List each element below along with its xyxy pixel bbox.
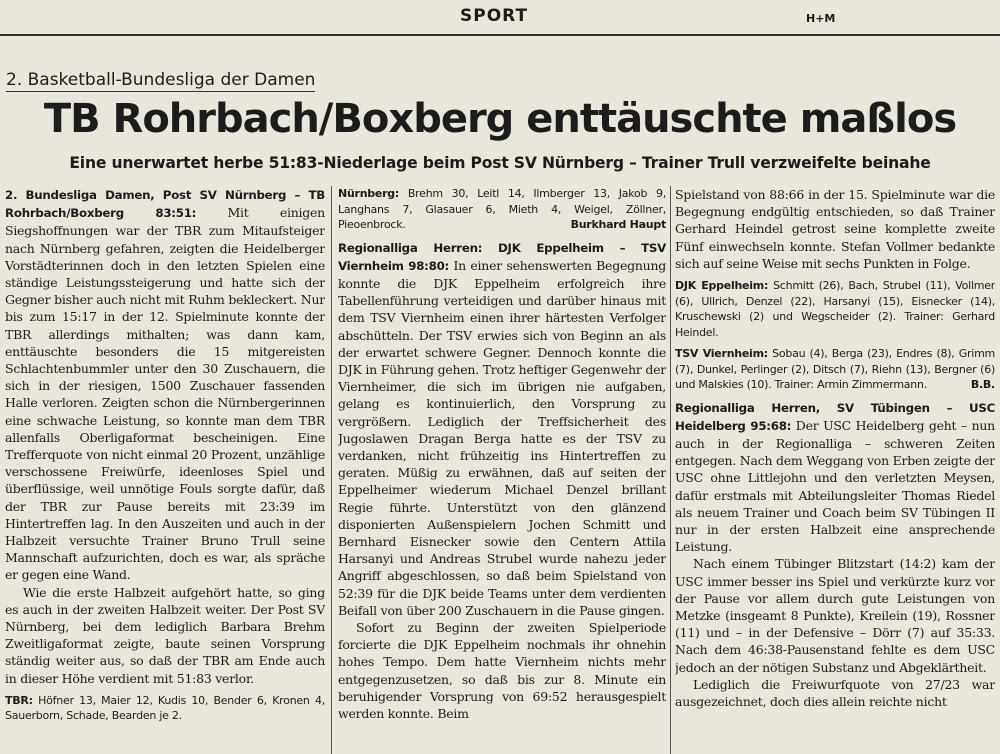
edition-mark: H+M <box>806 12 836 25</box>
lineup-players: Höfner 13, Maier 12, Kudis 10, Bender 6, Kronen 4, Sauerborn, Schade, Bearden je 2. <box>5 693 325 723</box>
page-header <box>0 0 1000 36</box>
column-rule-1 <box>331 186 332 754</box>
paragraph <box>338 239 666 619</box>
lineup <box>675 278 995 340</box>
lineup <box>5 693 325 724</box>
lineup <box>338 186 666 233</box>
author-signature: B.B. <box>970 378 995 392</box>
article-kicker: 2. Basketball-Bundesliga der Damen <box>6 70 316 90</box>
header-rule <box>0 34 1000 36</box>
paragraph-text: Der USC Heidelberg geht – nun auch in der Regionalliga – schweren Zeiten entgegen. Nach dem Weggang von Erben zeigte der USC ohne Littlejohn und den verletzten Meysen, dafür erstmals mit Abteilungsleiter Thomas Riedel als neuem Trainer und Coach beim SV Tübingen II nur in der ersten Halbzeit eine ansprechende Leistung. <box>675 417 995 555</box>
column-rule-2 <box>670 186 671 754</box>
article-column-3 <box>675 186 995 754</box>
paragraph-text: Spielstand von 88:66 in der 15. Spielminute war die Begegnung endgültig entschieden, so daß Trainer Gerhard Heindel getrost seine komplette zweite Fünf einwechseln konnte. Stefan Vollmer bedankte sich auf seine Weise mit sechs Punkten in Folge. <box>675 187 995 271</box>
section-title: SPORT <box>460 6 529 26</box>
lineup-players: Sobau (4), Berga (23), Endres (8), Grimm (7), Dunkel, Perlinger (2), Ditsch (7), Riehn (13), Bergner (6) und Malskies (10). Trainer: Armin Zimmermann. <box>675 347 995 392</box>
article-column-2 <box>338 186 666 754</box>
match-heading: 2. Bundesliga Damen, Post SV Nürnberg – TB Rohrbach/Boxberg 83:51: <box>5 188 325 221</box>
paragraph-text: Sofort zu Beginn der zweiten Spielperiode forcierte die DJK Eppelheim nochmals ihr ohnehin hohes Tempo. Dem hatte Viernheim nichts mehr entgegenzusetzen, so daß bis zur 8. Minute ein beruhigender Vorsprung von 69:52 herausgespielt werden konnte. Beim <box>338 619 666 721</box>
paragraph <box>675 399 995 556</box>
lineup-label: TSV Viernheim: <box>675 347 768 361</box>
paragraph-text: Lediglich die Freiwurfquote von 27/23 war ausgezeichnet, doch dies allein reichte nicht <box>675 676 995 709</box>
lineup <box>675 346 995 393</box>
lineup-label: DJK Eppelheim: <box>675 279 769 293</box>
lineup-label: Nürnberg: <box>338 187 400 200</box>
article-headline: TB Rohrbach/Boxberg enttäuschte maßlos <box>43 96 957 142</box>
lineup-players: Brehm 30, Leitl 14, Ilmberger 13, Jakob 9, Langhans 7, Glasauer 6, Mieth 4, Weigel, Zöllner, Pieoenbrock. <box>338 187 666 231</box>
paragraph-text: Nach einem Tübinger Blitzstart (14:2) kam der USC immer besser ins Spiel und verkürzte kurz vor der Pause vor allem durch gute Leistungen von Metzke (insgeamt 8 Punkte), Kreilein (19), Rossner (11) und – in der Defensive – Dörr (7) auf 35:33. Nach dem 46:38-Pausenstand fehlte es dem USC jedoch an der nötigen Substanz und Abgeklärtheit. <box>675 556 995 675</box>
article-column-1 <box>5 186 325 754</box>
author-signature: Burkhard Haupt <box>570 218 666 231</box>
paragraph-text: Mit einigen Siegshoffnungen war der TBR zum Mitaufsteiger nach Nürnberg gefahren, zeigten die Heidelberger Vorstädterinnen doch in den letzten Spielen eine ständige Leistungssteigerung und hatte sich der Gegner bisher auch nicht mit Ruhm bekleckert. Nur bis zum 15:17 in der 12. Spielminute konnte der TBR allerdings mithalten; was dann kam, enttäuschte besonders die 15 mitgereisten Schlachtenbummler unter den 30 Zuschauern, die sich in der riesigen, 1500 Zuschauer fassenden Halle verloren. Zeigten schon die Nürnbergerinnen eine schwache Leistung, so konnte man dem TBR allenfalls Oberligaformat bescheinigen. Eine Trefferquote von nicht einmal 20 Prozent, unzählige verschossene Freiwürfe, ideenloses Spiel und überflüssige, weil unnötige Fouls sorgte dafür, daß der TBR zur Pause bereits mit 23:39 im Hintertreffen lag. In den Auszeiten und auch in der Halbzeit versuchte Trainer Bruno Trull seine Mannschaft aufzurichten, doch es war, als spräche er gegen eine Wand. <box>5 205 325 583</box>
paragraph-text: In einer sehenswerten Begegnung konnte die DJK Eppelheim erfolgreich ihre Tabellenführung verteidigen und darüber hinaus mit dem TSV Viernheim einen ihrer härtesten Verfolger abschütteln. Der TSV erwies sich von Beginn an als der erwartet schwere Gegner. Dennoch konnte die DJK in Führung gehen. Trotz heftiger Gegenwehr der Viernheimer, die sich im übrigen nie aufgaben, gelang es kontinuierlich, den Vorsprung zu vergrößern. Lediglich der Treffsicherheit des Jugoslawen Dragan Berga hatte es der TSV zu verdanken, nicht frühzeitig ins Hintertreffen zu geraten. Müßig zu erwähnen, daß auf seiten der Eppelheimer wiederum Michael Denzel brillant Regie führte. Unterstützt von den glänzend disponierten Außenspielern Jochen Schmitt und Bernhard Eisnecker sowie den Centern Attila Harsanyi und Andreas Strubel wurde nahezu jeder Angriff abgeschlossen, so daß beim Spielstand von 52:39 für die DJK beide Teams unter dem verdienten Beifall von über 200 Zuschauern in die Pause gingen. <box>338 257 666 618</box>
match-heading: Regionalliga Herren, SV Tübingen – USC Heidelberg 95:68: <box>675 400 995 433</box>
article-subhead: Eine unerwartet herbe 51:83-Niederlage beim Post SV Nürnberg – Trainer Trull verzweifelte beinahe <box>69 154 931 172</box>
paragraph <box>5 186 325 584</box>
paragraph-text: Wie die erste Halbzeit aufgehört hatte, so ging es auch in der zweiten Halbzeit weiter. Der Post SV Nürnberg, bei dem lediglich Barbara Brehm Zweitligaformat zeigte, baute seinen Vorsprung ständig weiter aus, so daß der TBR am Ende auch in dieser Höhe verdient mit 51:83 verlor. <box>5 584 325 686</box>
lineup-players: Schmitt (26), Bach, Strubel (11), Vollmer (6), Ullrich, Denzel (22), Harsanyi (15), Eisnecker (14), Kruschewski (2) und Wegscheider (2). Trainer: Gerhard Heindel. <box>675 279 995 339</box>
match-heading: Regionalliga Herren: DJK Eppelheim – TSV Viernheim 98:80: <box>338 240 666 273</box>
lineup-label: TBR: <box>5 693 33 707</box>
